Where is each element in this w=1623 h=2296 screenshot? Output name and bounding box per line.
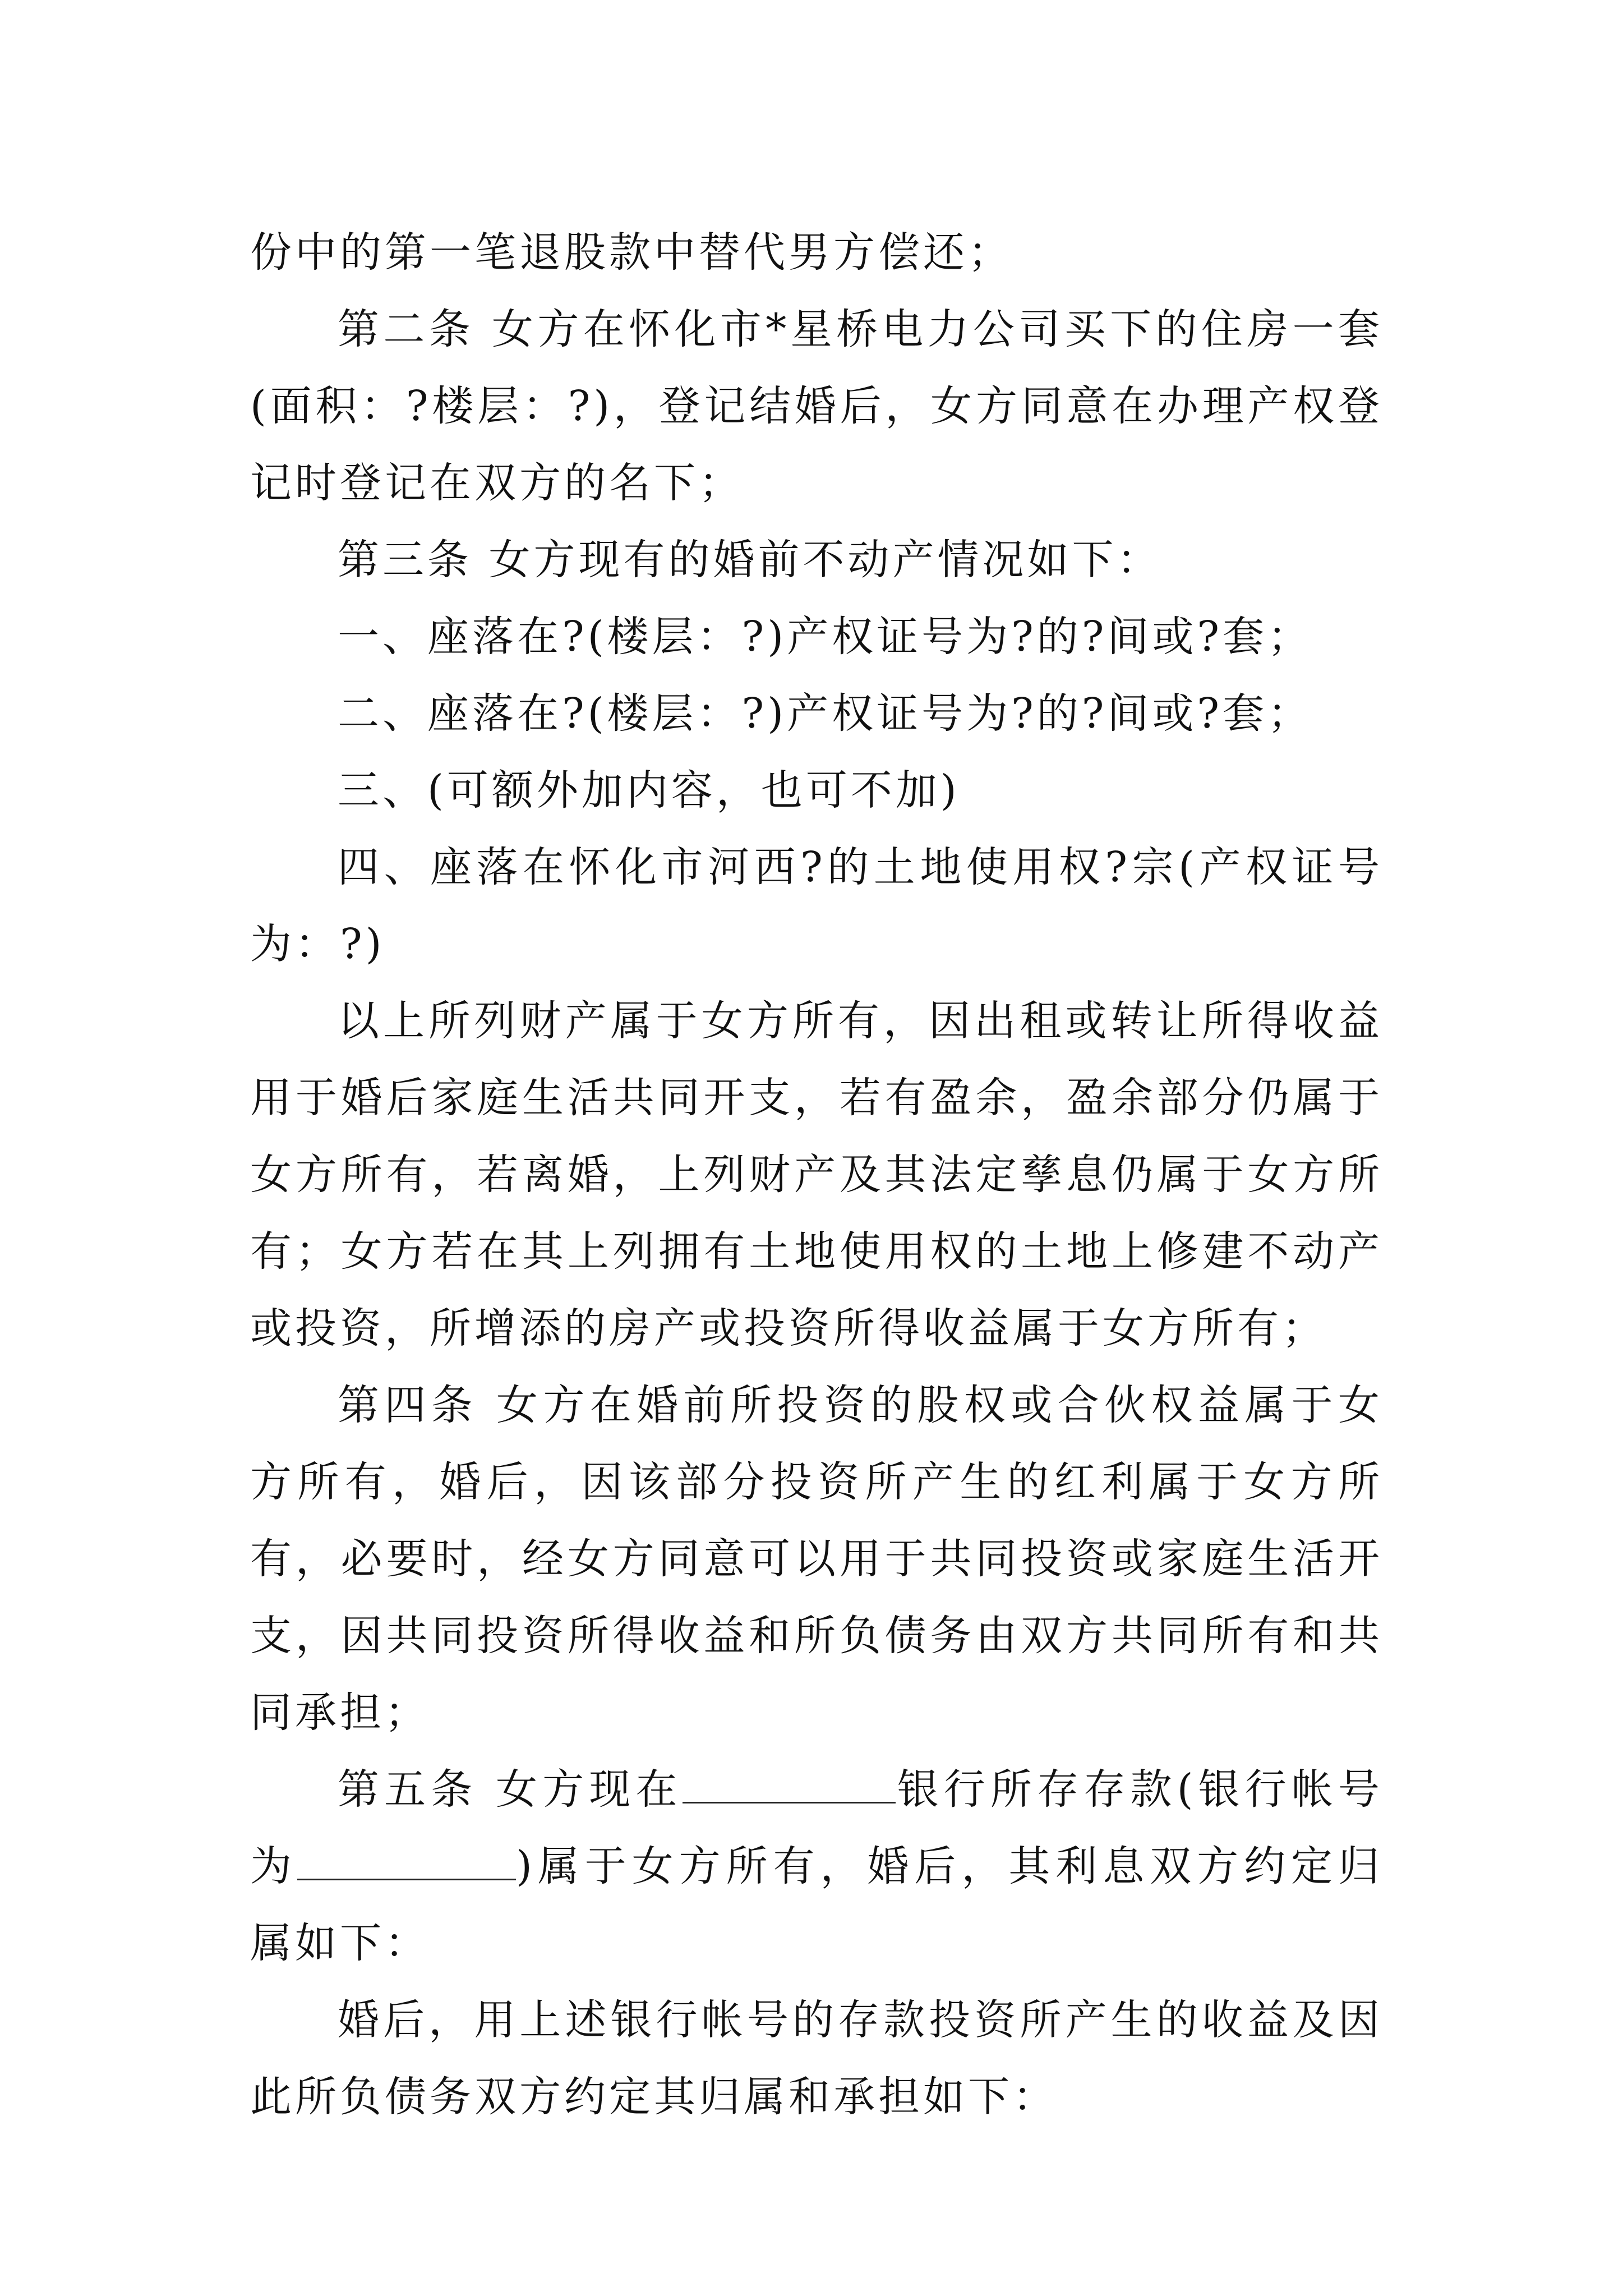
- article-2: 第二条 女方在怀化市*星桥电力公司买下的住房一套(面积：?楼层：?)，登记结婚后，女方同意在办理产权登记时登记在双方的名下；: [250, 305, 1383, 507]
- article-5-investment: 婚后，用上述银行帐号的存款投资所产生的收益及因此所负债务双方约定其归属和承担如下：: [250, 1996, 1383, 2121]
- article-5-text-c: )属于女方所有，婚后，其利息双方约定归属如下：: [250, 1842, 1384, 1967]
- article-5: [250, 1751, 1383, 1982]
- document-body: [250, 214, 1383, 2136]
- article-3: 第三条 女方现有的婚前不动产情况如下：: [338, 536, 1162, 584]
- bank-account-blank: [297, 1832, 516, 1880]
- article-5-text-a: 第五条 女方现在: [338, 1765, 683, 1814]
- article-4: 第四条 女方在婚前所投资的股权或合伙权益属于女方所有，婚后，因该部分投资所产生的红利属于女方所有，必要时，经女方同意可以用于共同投资或家庭生活开支，因共同投资所得收益和所负债务由双方共同所有和共同承担；: [250, 1381, 1383, 1737]
- article-3-item-3: 三、(可额外加内容，也可不加): [338, 766, 960, 815]
- article-5-text-b: 银行所存存款(银行帐号为: [250, 1765, 1383, 1890]
- bank-name-blank: [683, 1755, 896, 1803]
- article-3-summary: 以上所列财产属于女方所有，因出租或转让所得收益用于婚后家庭生活共同开支，若有盈余，盈余部分仍属于女方所有，若离婚，上列财产及其法定孳息仍属于女方所有；女方若在其上列拥有土地使用权的土地上修建不动产或投资，所增添的房产或投资所得收益属于女方所有；: [250, 997, 1383, 1352]
- article-3-item-2: 二、座落在?(楼层：?)产权证号为?的?间或?套；: [338, 689, 1313, 738]
- paragraph-continuation: 份中的第一笔退股款中替代男方偿还；: [250, 228, 1013, 277]
- article-3-item-1: 一、座落在?(楼层：?)产权证号为?的?间或?套；: [338, 613, 1313, 661]
- article-3-item-4: 四、座落在怀化市河西?的土地使用权?宗(产权证号为：?): [250, 843, 1383, 968]
